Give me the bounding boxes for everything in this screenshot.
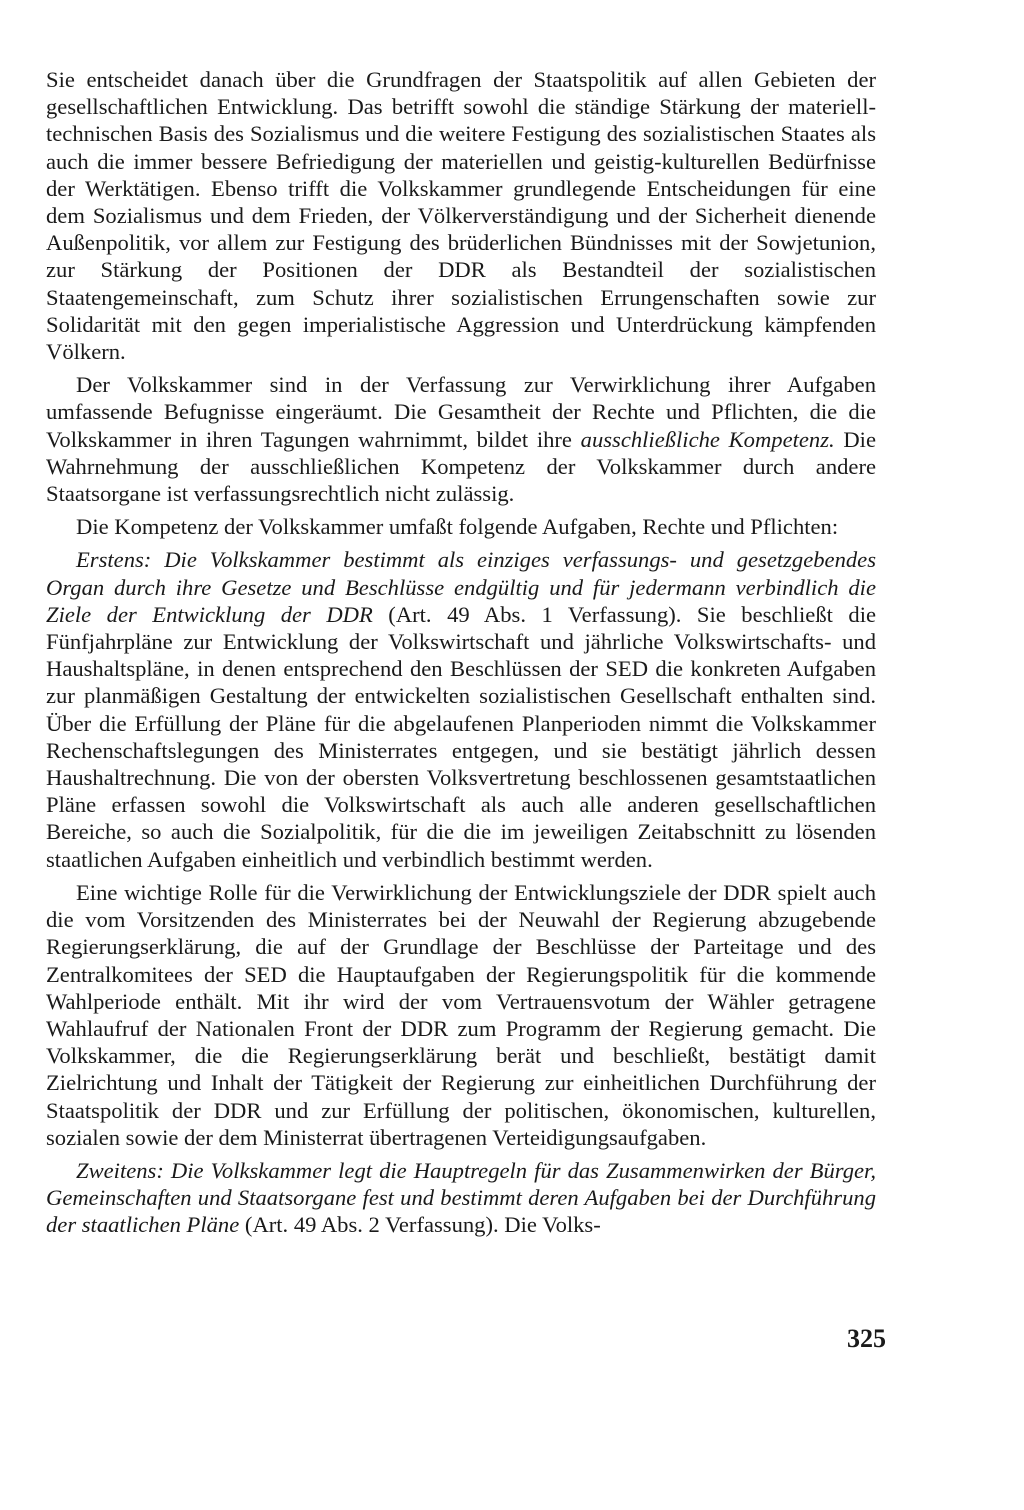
paragraph-2-text-after: Die Wahrnehmung der ausschließlichen Kompetenz der Volkskammer durch andere Staatsorgane ist verfassungsrechtlich nicht zulässig. <box>46 426 876 507</box>
page-body <box>46 66 876 1245</box>
paragraph-5-text: Eine wichtige Rolle für die Verwirklichung der Entwicklungsziele der DDR spielt auch die vom Vorsitzenden des Ministerrates bei der Neuwahl der Regierung abzugebende Regierungserklärung, die auf der Grundlage der Beschlüsse der Parteitage und des Zentralkomitees der SED die Hauptaufgaben der Regierungspolitik für die kommende Wahlperiode enthält. Mit ihr wird der vom Vertrauensvotum der Wähler getragene Wahlaufruf der Nationalen Front der DDR zum Programm der Regierung gemacht. Die Volkskammer, die die Regierungserklärung berät und beschließt, bestätigt damit Zielrichtung und Inhalt der Tätigkeit der Regierung zur einheitlichen Durchführung der Staatspolitik der DDR und zur Erfüllung der politischen, ökonomischen, kulturellen, sozialen sowie der dem Ministerrat übertragenen Verteidigungsaufgaben. <box>46 879 876 1150</box>
page-number: 325 <box>847 1324 886 1353</box>
paragraph-5 <box>46 879 876 1151</box>
paragraph-6 <box>46 1157 876 1239</box>
paragraph-3-text: Die Kompetenz der Volkskammer umfaßt folgende Aufgaben, Rechte und Pflichten: <box>76 514 839 540</box>
paragraph-2 <box>46 371 876 507</box>
paragraph-4 <box>46 546 876 872</box>
paragraph-3 <box>46 513 876 540</box>
paragraph-6-text: (Art. 49 Abs. 2 Verfassung). Die Volks- <box>239 1212 601 1238</box>
paragraph-6-italic-lead: Zweitens: Die Volkskammer legt die Hauptregeln für das Zusammenwirken der Bürger, Gemeinschaften und Staatsorgane fest und bestimmt deren Aufgaben bei der Durchführung der staatlichen Pläne <box>46 1157 876 1238</box>
paragraph-4-text: (Art. 49 Abs. 1 Verfassung). Sie beschließt die Fünfjahrpläne zur Entwicklung der Volkswirtschaft und jährliche Volkswirtschafts- und Haushaltspläne, in denen entsprechend den Beschlüssen der SED die konkreten Aufgaben zur planmäßigen Gestaltung der entwickelten sozialistischen Gesellschaft enthalten sind. Über die Erfüllung der Pläne für die abgelaufenen Planperioden nimmt die Volkskammer Rechenschaftslegungen des Ministerrates entgegen, und sie bestätigt jährlich dessen Haushaltrechnung. Die von der obersten Volksvertretung beschlossenen gesamtstaatlichen Pläne erfassen sowohl die Volkswirtschaft als auch alle anderen gesellschaftlichen Bereiche, so auch die Sozialpolitik, für die die im jeweiligen Zeitabschnitt zu lösenden staatlichen Aufgaben einheitlich und verbindlich bestimmt werden. <box>46 601 877 872</box>
paragraph-1 <box>46 66 876 365</box>
paragraph-1-text: Sie entscheidet danach über die Grundfragen der Staatspolitik auf allen Gebieten der gesellschaftlichen Entwicklung. Das betrifft sowohl die ständige Stärkung der materiell-technischen Basis des Sozialismus und die weitere Festigung des sozialistischen Staates als auch die immer bessere Befriedigung der materiellen und geistig-kulturellen Bedürfnisse der Werktätigen. Ebenso trifft die Volkskammer grundlegende Entscheidungen für eine dem Sozialismus und dem Frieden, der Völkerverständigung und der Sicherheit dienende Außenpolitik, vor allem zur Festigung des brüderlichen Bündnisses mit der Sowjetunion, zur Stärkung der Positionen der DDR als Bestandteil der sozialistischen Staatengemeinschaft, zum Schutz ihrer sozialistischen Errungenschaften sowie zur Solidarität mit den gegen imperialistische Aggression und Unterdrückung kämpfenden Völkern. <box>46 67 876 365</box>
paragraph-4-italic-lead: Erstens: Die Volkskammer bestimmt als einziges verfassungs- und gesetzgebendes Organ durch ihre Gesetze und Beschlüsse endgültig und für jedermann verbindlich die Ziele der Entwicklung der DDR <box>46 547 876 627</box>
paragraph-2-text-before: Der Volkskammer sind in der Verfassung zur Verwirklichung ihrer Aufgaben umfassende Befugnisse eingeräumt. Die Gesamtheit der Rechte und Pflichten, die die Volkskammer in ihren Tagungen wahrnimmt, bildet ihre <box>46 372 876 452</box>
paragraph-2-italic-term: ausschließliche Kompetenz. <box>580 426 835 452</box>
